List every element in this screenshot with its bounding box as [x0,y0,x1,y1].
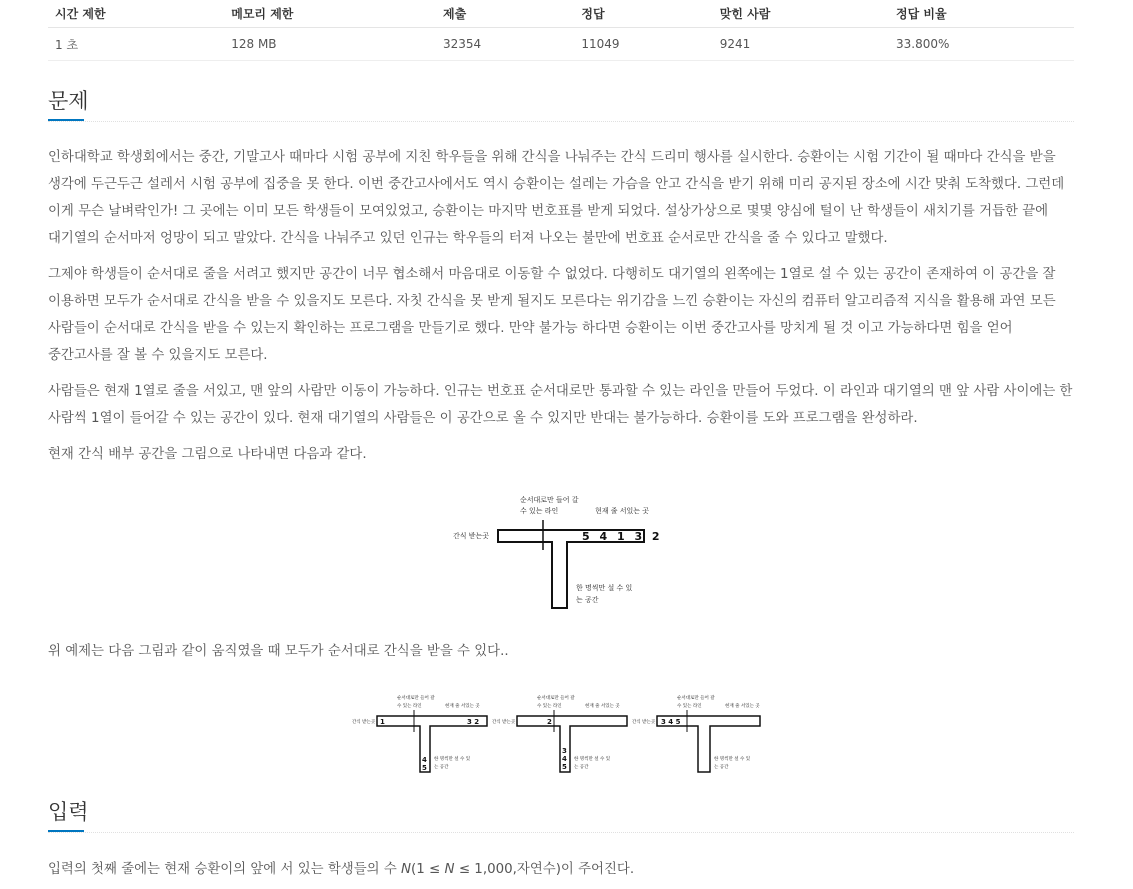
step1-stack-0: 4 [422,756,427,764]
step3-label-receive: 간식 받는곳 [632,720,656,725]
step2-stack-2: 5 [562,763,567,771]
header-accept-ratio: 정답 비율 [889,0,1074,28]
step1-left-value: 1 [380,718,385,726]
step3-label-queue: 현재 줄 서있는 곳 [725,704,760,709]
problem-paragraph-1: 인하대학교 학생회에서는 중간, 기말고사 때마다 시험 공부에 지친 학우들을 위해 간식을 나눠주는 간식 드리미 행사를 실시한다. 승환이는 시험 기간이 될 때마다 간식을 받을 생각에 두근두근 설레서 시험 공부에 집중을 못 한다. 이번 중간고사에서도 역시 승환이는 설레는 가슴을 안고 간식을 받기 위해 미리 공지된 장소에 시간 맞춰 도착했다. 그런데 이게 무슨 날벼락인가! 그 곳에는 이미 모든 학생들이 모여있었고, 승환이는 마지막 번호표를 받게 되었다. 설상가상으로 몇몇 양심에 털이 난 학생들이 새치기를 거듭한 끝에 대기열의 순서마저 엉망이 되고 말았다. 간식을 나눠주고 있던 인규는 학우들의 터져 나오는 불만에 번호표 순서로만 간식을 줄 수 있다고 말했다. [48,150,1065,246]
step-diagram-2 [490,690,630,775]
input-section-divider [48,832,1074,833]
step1-label-receive: 간식 받는곳 [352,720,376,725]
step2-label-queue: 현재 줄 서있는 곳 [585,704,620,709]
step2-label-receive: 간식 받는곳 [492,720,516,725]
step2-stack-0: 3 [562,747,567,755]
step3-label-line-2: 수 있는 라인 [677,704,702,709]
input-range-b: ≤ 1,000,자연수)이 주어진다. [454,862,635,877]
step2-label-line: 순서대로만 들어 갈 [537,696,575,701]
problem-paragraph-2: 그제야 학생들이 순서대로 줄을 서려고 했지만 공간이 너무 협소해서 마음대로 이동할 수 없었다. 다행히도 대기열의 왼쪽에는 1열로 설 수 있는 공간이 존재하여 이 공간을 잘 이용하면 모두가 순서대로 간식을 받을 수 있을지도 모른다. 자칫 간식을 못 받게 될지도 모른다는 위기감을 느낀 승환이는 자신의 컴퓨터 알고리즘적 지식을 활용해 과연 모든 사람들이 순서대로 간식을 받을 수 있는지 확인하는 프로그램을 만들기로 했다. 만약 불가능 하다면 승환이는 이번 중간고사를 망치게 될 것 이고 가능하다면 힘을 얻어 중간고사를 잘 볼 수 있을지도 모른다. [48,267,1056,363]
step1-right-value: 3 2 [467,718,480,726]
value-submissions: 32354 [436,28,574,61]
step2-label-side: 한 명씩만 설 수 있 [574,757,611,762]
step2-stack-1: 4 [562,755,567,763]
label-single-space: 한 명씩만 설 수 있 [576,584,633,592]
step3-label-side-2: 는 공간 [714,765,729,770]
queue-numbers: 5 4 1 3 2 [582,530,663,543]
label-current-queue: 현재 줄 서있는 곳 [595,507,650,515]
step1-label-side-2: 는 공간 [434,765,449,770]
problem-section-title: 문제 [48,86,89,116]
header-submissions: 제출 [436,0,574,28]
value-accepted: 11049 [574,28,712,61]
step3-label-side: 한 명씩만 설 수 있 [714,757,751,762]
input-description [48,856,1078,883]
step1-label-line-2: 수 있는 라인 [397,704,422,709]
step3-label-line: 순서대로만 들어 갈 [677,696,715,701]
value-time-limit: 1 초 [48,28,224,61]
label-receive-point: 간식 받는곳 [453,532,490,540]
problem-info-table [48,0,1074,61]
label-single-space-2: 는 공간 [576,596,599,604]
input-var-n: N [401,862,412,877]
problem-paragraph-5: 위 예제는 다음 그림과 같이 움직였을 때 모두가 순서대로 간식을 받을 수 있다.. [48,644,509,659]
header-accepted: 정답 [574,0,712,28]
section-divider [48,121,1074,122]
header-memory-limit: 메모리 제한 [224,0,436,28]
info-header-row [48,0,1074,28]
step2-label-side-2: 는 공간 [574,765,589,770]
value-memory-limit: 128 MB [224,28,436,61]
input-var-n-2: N [444,862,455,877]
step1-label-queue: 현재 줄 서있는 곳 [445,704,480,709]
problem-paragraph-3: 사람들은 현재 1열로 줄을 서있고, 맨 앞의 사람만 이동이 가능하다. 인규는 번호표 순서대로만 통과할 수 있는 라인을 만들어 두었다. 이 라인과 대기열의 맨 앞 사람 사이에는 한 사람씩 1열이 들어갈 수 있는 공간이 있다. 현재 대기열의 사람들은 이 공간으로 올 수 있지만 반대는 불가능하다. 승환이를 도와 프로그램을 완성하라. [48,384,1073,426]
input-text-prefix: 입력의 첫째 줄에는 현재 승환이의 앞에 서 있는 학생들의 수 [48,862,402,877]
step1-stack-1: 5 [422,764,427,772]
step1-label-line: 순서대로만 들어 갈 [397,696,435,701]
step-diagram-1 [350,690,490,775]
step-diagram-3 [630,690,770,775]
info-value-row [48,28,1074,61]
step2-label-line-2: 수 있는 라인 [537,704,562,709]
input-range-a: (1 ≤ [411,862,445,877]
value-accept-ratio: 33.800% [889,28,1074,61]
input-section-title: 입력 [48,797,89,827]
value-solved-users: 9241 [713,28,889,61]
problem-paragraph-4: 현재 간식 배부 공간을 그림으로 나타내면 다음과 같다. [48,447,367,462]
step2-t-shape [517,716,627,772]
label-ordered-line-2: 수 있는 라인 [520,507,559,515]
header-solved-users: 맞힌 사람 [713,0,889,28]
step3-left-value: 3 4 5 [661,718,681,726]
header-time-limit: 시간 제한 [48,0,224,28]
step1-label-side: 한 명씩만 설 수 있 [434,757,471,762]
queue-diagram [448,490,663,615]
step2-left-value: 2 [547,718,552,726]
label-ordered-line: 순서대로만 들어 갈 [520,496,579,504]
